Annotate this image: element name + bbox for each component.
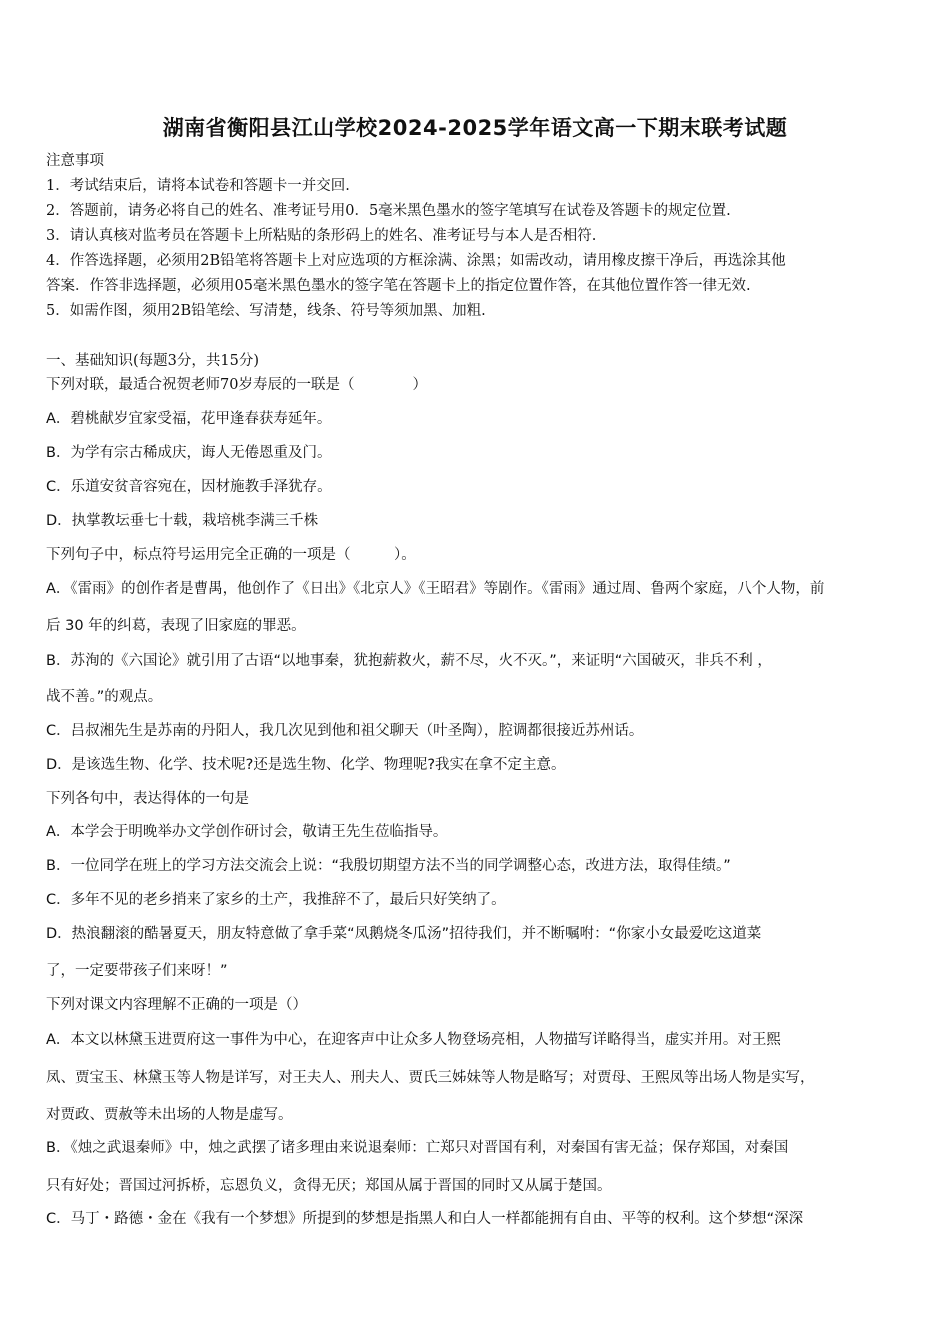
question-stem-2: 下列句子中，标点符号运用完全正确的一项是（ ）。 xyxy=(46,547,416,563)
question-stem-4: 下列对课文内容理解不正确的一项是（） xyxy=(46,997,307,1013)
question-stem-3: 下列各句中，表达得体的一句是 xyxy=(46,791,249,807)
notice-heading: 注意事项 xyxy=(46,153,104,169)
notice-item: 4．作答选择题，必须用2B铅笔将答题卡上对应选项的方框涂满、涂黑；如需改动，请用橡皮擦干净后，再选涂其他 xyxy=(46,253,786,269)
option-2b-line2: 战不善。”的观点。 xyxy=(46,689,163,705)
notice-item: 2．答题前，请务必将自己的姓名、准考证号用0．5毫米黑色墨水的签字笔填写在试卷及答题卡的规定位置. xyxy=(46,203,731,219)
option-2d: D．是该选生物、化学、技术呢?还是选生物、化学、物理呢?我实在拿不定主意。 xyxy=(46,757,566,773)
option-2a-line1: A．《雷雨》的创作者是曹禺，他创作了《日出》《北京人》《王昭君》等剧作。《雷雨》通过周、鲁两个家庭，八个人物，前 xyxy=(46,581,825,597)
option-2a-line2: 后 30 年的纠葛，表现了旧家庭的罪恶。 xyxy=(46,618,306,634)
option-4a-line2: 凤、贾宝玉、林黛玉等人物是详写，对王夫人、刑夫人、贾氏三姊妹等人物是略写；对贾母、王熙凤等出场人物是实写， xyxy=(46,1070,815,1086)
option-1a: A．碧桃献岁宜家受福，花甲逢春获寿延年。 xyxy=(46,411,332,427)
option-3b: B．一位同学在班上的学习方法交流会上说：“我殷切期望方法不当的同学调整心态，改进方法，取得佳绩。” xyxy=(46,858,731,874)
option-2b-line1: B．苏洵的《六国论》就引用了古语“以地事秦，犹抱薪救火，薪不尽，火不灭。”，来证明“六国破灭，非兵不利 ， xyxy=(46,653,772,669)
option-4c-line1: C．马丁・路德・金在《我有一个梦想》所提到的梦想是指黑人和白人一样都能拥有自由、平等的权利。这个梦想“深深 xyxy=(46,1211,804,1227)
section-heading: 一、基础知识(每题3分，共15分) xyxy=(46,353,259,369)
option-1b: B．为学有宗古稀成庆，诲人无倦恩重及门。 xyxy=(46,445,332,461)
option-4a-line3: 对贾政、贾赦等未出场的人物是虚写。 xyxy=(46,1107,293,1123)
option-4b-line1: B．《烛之武退秦师》中，烛之武摆了诸多理由来说退秦师：亡郑只对晋国有利，对秦国有害无益；保存郑国，对秦国 xyxy=(46,1140,789,1156)
option-2c: C．吕叔湘先生是苏南的丹阳人，我几次见到他和祖父聊天（叶圣陶），腔调都很接近苏州话。 xyxy=(46,723,644,739)
option-3d-line2: 了，一定要带孩子们来呀！” xyxy=(46,963,228,979)
notice-item: 5．如需作图，须用2B铅笔绘、写清楚，线条、符号等须加黑、加粗. xyxy=(46,303,486,319)
option-4a-line1: A．本文以林黛玉进贾府这一事件为中心，在迎客声中让众多人物登场亮相，人物描写详略得当，虚实并用。对王熙 xyxy=(46,1032,781,1048)
notice-item: 答案．作答非选择题，必须用05毫米黑色墨水的签字笔在答题卡上的指定位置作答，在其他位置作答一律无效. xyxy=(46,278,751,294)
notice-item: 1．考试结束后，请将本试卷和答题卡一并交回. xyxy=(46,178,350,194)
option-3c: C．多年不见的老乡捎来了家乡的土产，我推辞不了，最后只好笑纳了。 xyxy=(46,892,506,908)
question-stem-1: 下列对联，最适合祝贺老师70岁寿辰的一联是（ ） xyxy=(46,377,427,393)
page-title: 湖南省衡阳县江山学校2024-2025学年语文高一下期末联考试题 xyxy=(162,116,788,140)
option-1c: C．乐道安贫音容宛在，因材施教手泽犹存。 xyxy=(46,479,332,495)
option-1d: D．执掌教坛垂七十载，栽培桃李满三千株 xyxy=(46,513,319,529)
option-3a: A．本学会于明晚举办文学创作研讨会，敬请王先生莅临指导。 xyxy=(46,824,448,840)
option-4b-line2: 只有好处；晋国过河拆桥，忘恩负义，贪得无厌；郑国从属于晋国的同时又从属于楚国。 xyxy=(46,1178,612,1194)
option-3d-line1: D．热浪翻滚的酷暑夏天，朋友特意做了拿手菜“凤鹅烧冬瓜汤”招待我们，并不断嘱咐：“你家小女最爱吃这道菜 xyxy=(46,926,762,942)
notice-item: 3．请认真核对监考员在答题卡上所粘贴的条形码上的姓名、准考证号与本人是否相符. xyxy=(46,228,597,244)
